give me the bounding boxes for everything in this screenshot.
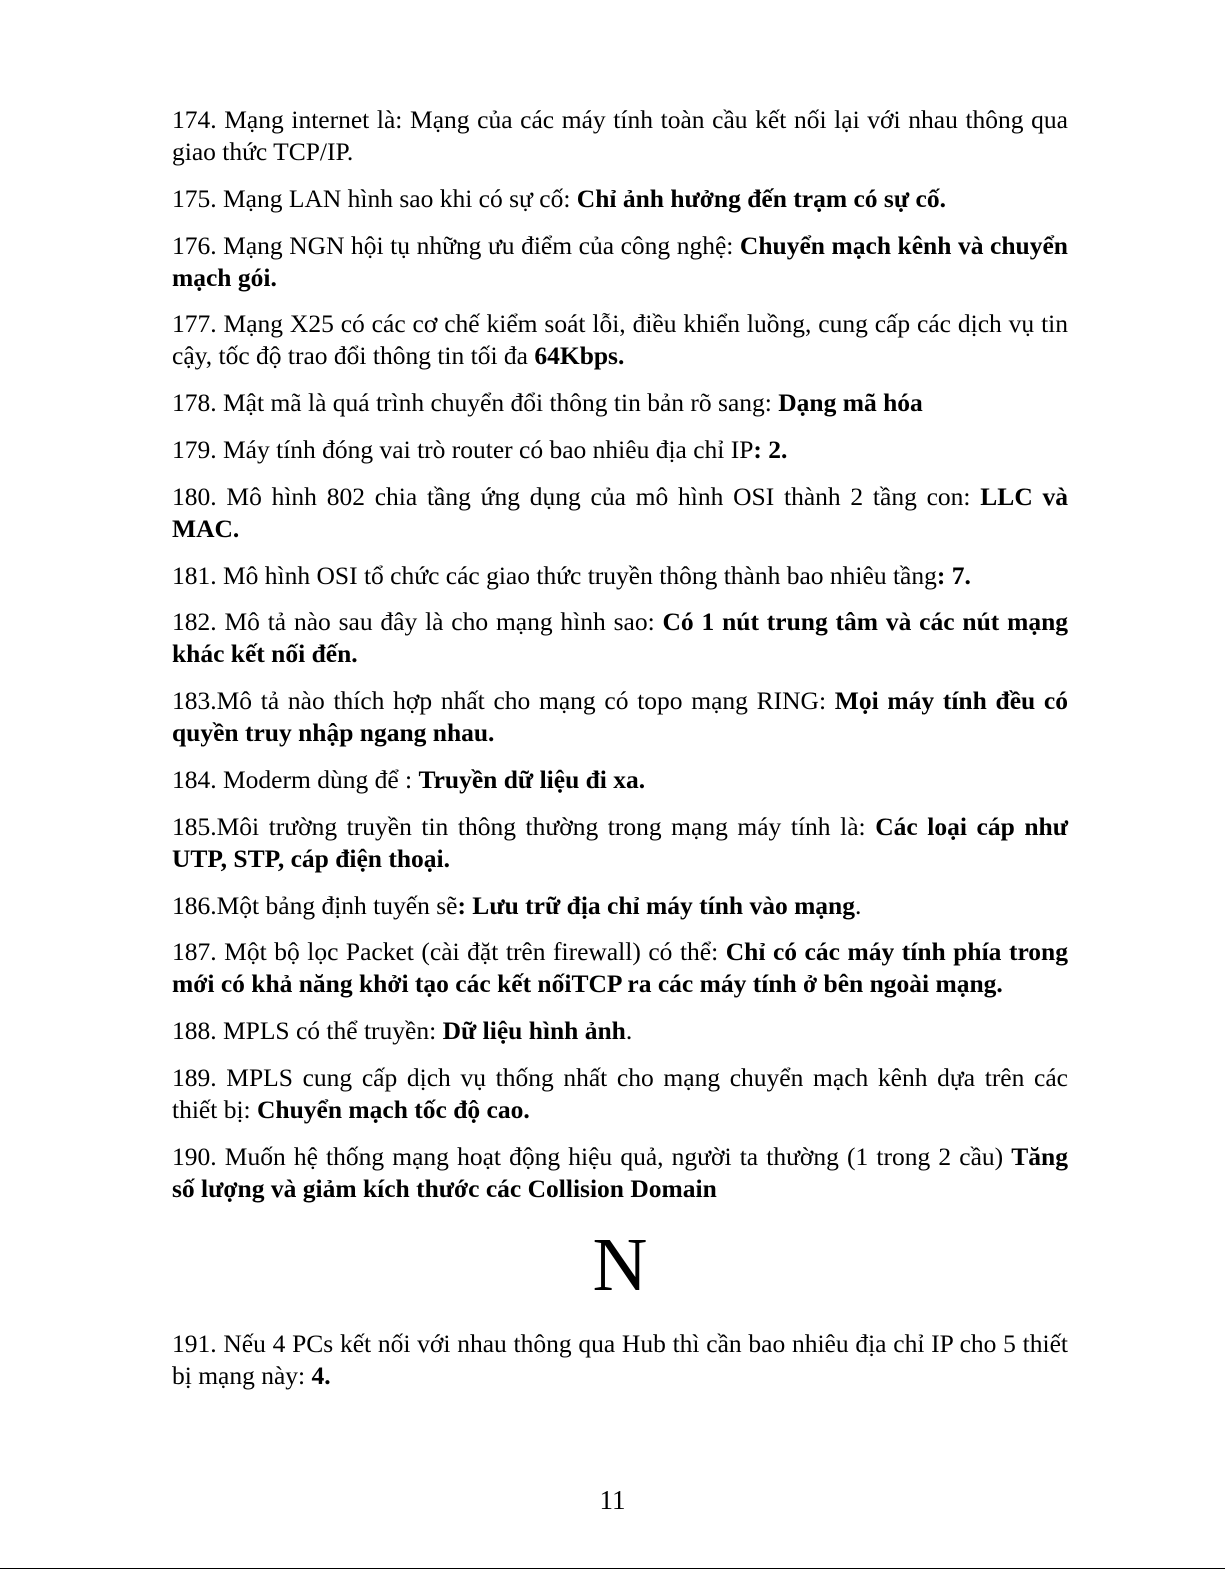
entry-answer: Dữ liệu hình ảnh	[442, 1016, 626, 1046]
entry-text: 185.Môi trường truyền tin thông thường trong mạng máy tính là:	[172, 811, 876, 841]
entry-text: 186.Một bảng định tuyến sẽ	[172, 890, 458, 920]
entry-answer: : Lưu trữ địa chỉ máy tính vào mạng	[457, 890, 855, 920]
entry-answer: 4.	[311, 1360, 331, 1390]
entry-answer: : 7.	[936, 560, 971, 590]
entry-182	[172, 606, 1068, 670]
entry-answer: Chuyển mạch tốc độ cao.	[257, 1094, 530, 1124]
entry-189	[172, 1062, 1068, 1126]
entry-179	[172, 434, 1068, 466]
entry-text: 180. Mô hình 802 chia tầng ứng dụng của mô hình OSI thành 2 tầng con:	[172, 481, 981, 511]
entry-answer: Dạng mã hóa	[778, 388, 923, 418]
entry-180	[172, 481, 1068, 545]
entry-text: 181. Mô hình OSI tổ chức các giao thức truyền thông thành bao nhiêu tầng	[172, 560, 937, 590]
section-heading-letter: N	[592, 1222, 648, 1307]
entry-text: 174. Mạng internet là: Mạng của các máy tính toàn cầu kết nối lại với nhau thông qua giao thức TCP/IP.	[172, 105, 1068, 166]
entry-tail: .	[625, 1016, 633, 1046]
entry-answer: Chỉ có các máy tính phía trong mới có khả năng khởi tạo các kết nốiTCP ra các máy tính ở bên ngoài mạng.	[172, 937, 1068, 999]
entry-answer: Truyền dữ liệu đi xa.	[418, 764, 646, 794]
page-content	[172, 104, 1068, 1406]
entry-answer: LLC và MAC.	[172, 481, 1069, 543]
entry-187	[172, 936, 1068, 1000]
entry-186	[172, 890, 1068, 922]
entry-text: 182. Mô tả nào sau đây là cho mạng hình sao:	[172, 607, 663, 637]
entry-answer: Mọi máy tính đều có quyền truy nhập ngang nhau.	[172, 686, 1068, 748]
entry-text: 191. Nếu 4 PCs kết nối với nhau thông qua Hub thì cần bao nhiêu địa chỉ IP cho 5 thiết bị mạng này:	[172, 1328, 1068, 1390]
entry-177	[172, 308, 1068, 372]
entry-191	[172, 1328, 1068, 1392]
entry-181	[172, 560, 1068, 592]
entry-176	[172, 230, 1068, 294]
entry-190	[172, 1141, 1068, 1205]
entry-text: 184. Moderm dùng để :	[172, 764, 419, 794]
entry-text: 178. Mật mã là quá trình chuyển đổi thông tin bản rõ sang:	[172, 388, 779, 418]
entry-text: 175. Mạng LAN hình sao khi có sự cố:	[172, 183, 577, 213]
bottom-border	[0, 1568, 1225, 1569]
entry-text: 177. Mạng X25 có các cơ chế kiểm soát lỗi, điều khiển luồng, cung cấp các dịch vụ tin cậy, tốc độ trao đổi thông tin tối đa	[172, 309, 1068, 371]
entry-184	[172, 764, 1068, 796]
entry-text: 179. Máy tính đóng vai trò router có bao nhiêu địa chỉ IP	[172, 434, 754, 464]
entry-answer: Các loại cáp như UTP, STP, cáp điện thoại.	[172, 811, 1069, 873]
entry-text: 187. Một bộ lọc Packet (cài đặt trên firewall) có thể:	[172, 937, 726, 967]
entry-text: 189. MPLS cung cấp dịch vụ thống nhất cho mạng chuyển mạch kênh dựa trên các thiết bị:	[172, 1062, 1068, 1124]
entry-183	[172, 685, 1068, 749]
entry-answer: : 2.	[753, 434, 788, 464]
entry-188	[172, 1015, 1068, 1047]
entry-174	[172, 104, 1068, 168]
entry-answer: Chuyển mạch kênh và chuyển mạch gói.	[172, 230, 1068, 292]
entry-text: 190. Muốn hệ thống mạng hoạt động hiệu quả, người ta thường (1 trong 2 cầu)	[172, 1141, 1012, 1171]
entry-answer: Có 1 nút trung tâm và các nút mạng khác kết nối đến.	[172, 607, 1069, 669]
entry-text: 183.Mô tả nào thích hợp nhất cho mạng có topo mạng RING:	[172, 686, 835, 716]
entry-answer: Tăng số lượng và giảm kích thước các Collision Domain	[172, 1141, 1068, 1203]
entry-answer: Chỉ ảnh hưởng đến trạm có sự cố.	[576, 183, 946, 213]
entry-tail: .	[855, 890, 862, 920]
entry-178	[172, 387, 1068, 419]
entry-185	[172, 811, 1068, 875]
entry-175	[172, 183, 1068, 215]
page-number: 11	[599, 1485, 626, 1515]
entry-text: 188. MPLS có thể truyền:	[172, 1016, 443, 1046]
entry-answer: 64Kbps.	[534, 341, 625, 371]
entry-text: 176. Mạng NGN hội tụ những ưu điểm của công nghệ:	[172, 230, 740, 260]
